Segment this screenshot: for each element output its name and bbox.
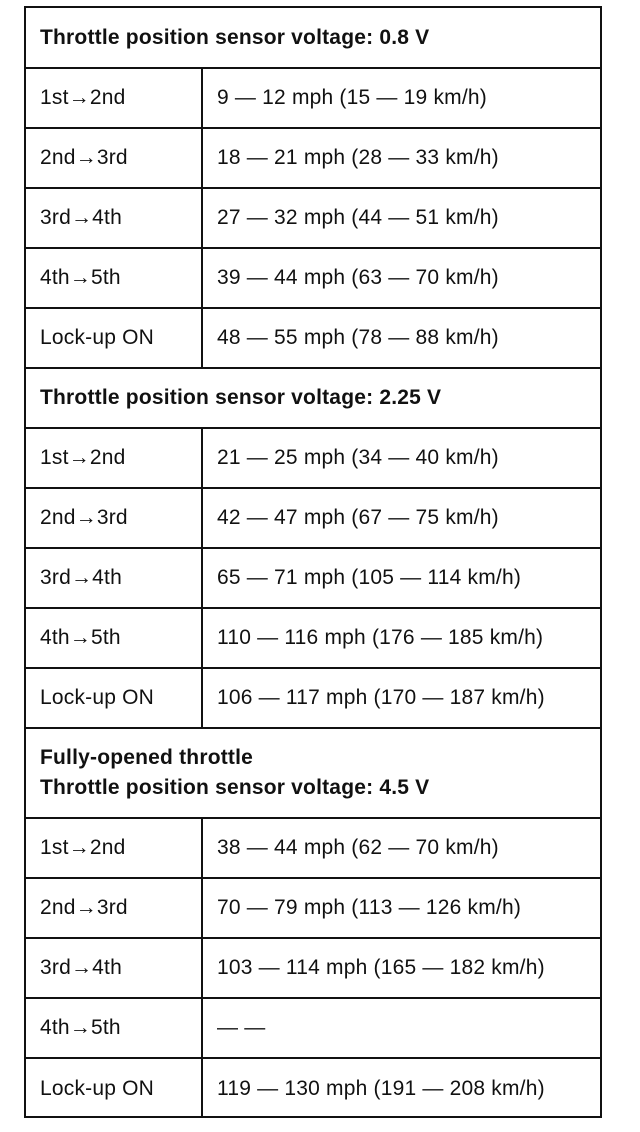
- shift-cell: Lock-up ON: [26, 308, 202, 368]
- speed-cell: — —: [202, 998, 600, 1058]
- table-row: [26, 308, 600, 368]
- shift-speed-table-frame: [24, 6, 602, 1118]
- table-row: [26, 128, 600, 188]
- section-heading-line: Throttle position sensor voltage: 0.8 V: [40, 25, 430, 49]
- speed-cell: 65 — 71 mph (105 — 114 km/h): [202, 548, 600, 608]
- table-row: [26, 938, 600, 998]
- speed-cell: 110 — 116 mph (176 — 185 km/h): [202, 608, 600, 668]
- speed-cell: 70 — 79 mph (113 — 126 km/h): [202, 878, 600, 938]
- speed-cell: 39 — 44 mph (63 — 70 km/h): [202, 248, 600, 308]
- table-row: [26, 608, 600, 668]
- section-heading-line: Throttle position sensor voltage: 2.25 V: [40, 386, 442, 409]
- section-heading: [26, 8, 600, 68]
- shift-cell: 3rd→4th: [26, 548, 202, 608]
- shift-cell: 2nd→3rd: [26, 488, 202, 548]
- speed-cell: 9 — 12 mph (15 — 19 km/h): [202, 68, 600, 128]
- table-row: [26, 188, 600, 248]
- speed-cell: 27 — 32 mph (44 — 51 km/h): [202, 188, 600, 248]
- table-row: [26, 488, 600, 548]
- section-heading: [26, 728, 600, 818]
- shift-cell: 1st→2nd: [26, 68, 202, 128]
- shift-cell: 4th→5th: [26, 248, 202, 308]
- shift-cell: 3rd→4th: [26, 188, 202, 248]
- section-heading-line: Fully-opened throttle: [40, 746, 254, 769]
- shift-cell: 2nd→3rd: [26, 878, 202, 938]
- speed-cell: 103 — 114 mph (165 — 182 km/h): [202, 938, 600, 998]
- shift-cell: 1st→2nd: [26, 428, 202, 488]
- section-header-row: [26, 368, 600, 428]
- table-row: [26, 998, 600, 1058]
- shift-cell: Lock-up ON: [26, 1058, 202, 1118]
- table-row: [26, 428, 600, 488]
- speed-cell: 106 — 117 mph (170 — 187 km/h): [202, 668, 600, 728]
- speed-cell: 38 — 44 mph (62 — 70 km/h): [202, 818, 600, 878]
- shift-cell: 3rd→4th: [26, 938, 202, 998]
- table-row: [26, 668, 600, 728]
- table-row: [26, 248, 600, 308]
- shift-cell: 2nd→3rd: [26, 128, 202, 188]
- speed-cell: 21 — 25 mph (34 — 40 km/h): [202, 428, 600, 488]
- shift-cell: Lock-up ON: [26, 668, 202, 728]
- table-row: [26, 68, 600, 128]
- table-row: [26, 818, 600, 878]
- shift-speed-table: [26, 8, 600, 1118]
- speed-cell: 18 — 21 mph (28 — 33 km/h): [202, 128, 600, 188]
- shift-cell: 4th→5th: [26, 998, 202, 1058]
- speed-cell: 119 — 130 mph (191 — 208 km/h): [202, 1058, 600, 1118]
- shift-cell: 4th→5th: [26, 608, 202, 668]
- section-heading: [26, 368, 600, 428]
- table-row: [26, 548, 600, 608]
- table-row: [26, 878, 600, 938]
- speed-cell: 48 — 55 mph (78 — 88 km/h): [202, 308, 600, 368]
- section-header-row: [26, 8, 600, 68]
- shift-cell: 1st→2nd: [26, 818, 202, 878]
- section-header-row: [26, 728, 600, 818]
- speed-cell: 42 — 47 mph (67 — 75 km/h): [202, 488, 600, 548]
- section-heading-line: Throttle position sensor voltage: 4.5 V: [40, 776, 430, 799]
- table-row: [26, 1058, 600, 1118]
